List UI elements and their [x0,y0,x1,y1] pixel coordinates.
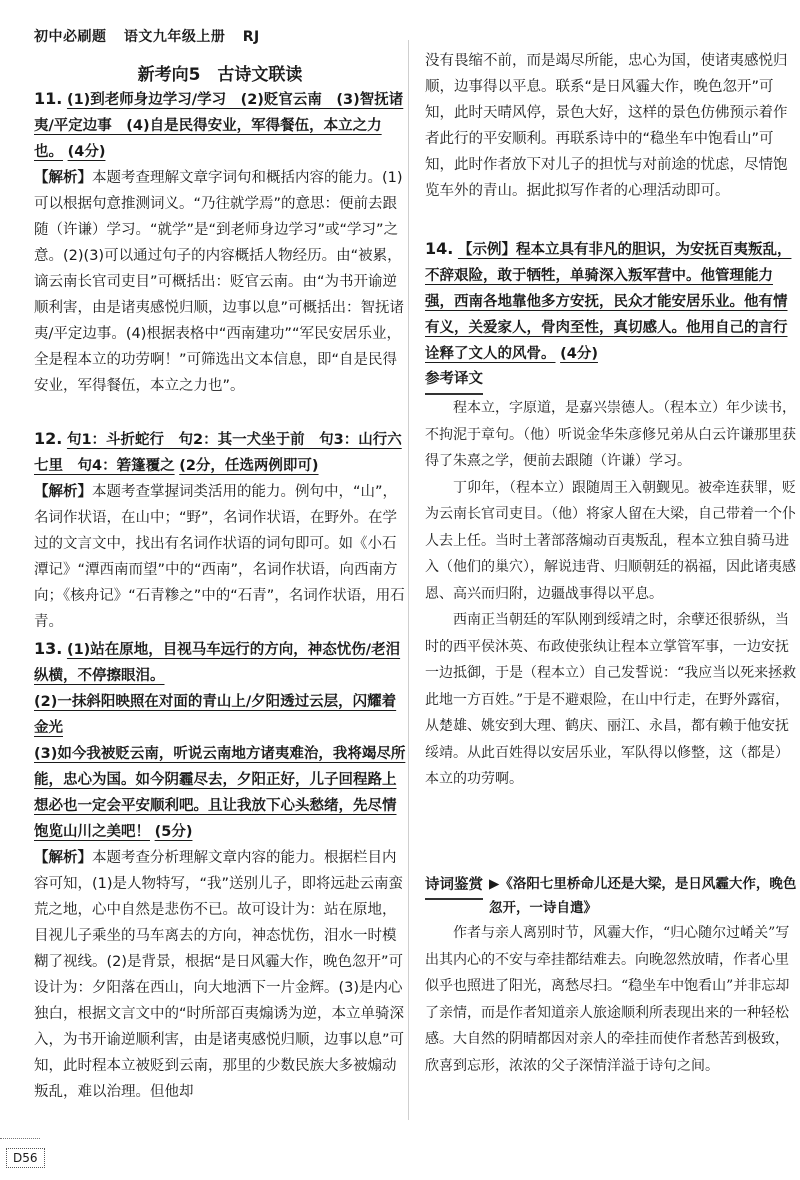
page-header [34,26,272,46]
question-number: 12. [34,429,63,448]
score-label: (2分，任选两例即可) [179,458,319,474]
question-14 [425,236,797,367]
analysis-tag: 【解析】 [34,850,92,866]
answer-part-3: (3)如今我被贬云南，听说云南地方诸夷难治，我将竭尽所能，忠心为国。如今阴霾尽去，夕阳正好，儿子回程路上想必也一定会平安顺利吧。且让我放下心头愁绪，先尽情饱览山川之美吧！ [34,746,406,840]
analysis-tag: 【解析】 [34,484,92,500]
question-13 [34,636,406,1105]
section-title: 新考向5 古诗文联读 [137,65,303,85]
appreciation-text: 作者与亲人离别时节，风霾大作，“归心随尔过崤关”写出其内心的不安与牵挂都结难去。向晚忽然放晴，作者心里似乎也照进了阳光，离愁尽扫。“稳坐车中饱看山”并非忘却了亲情，而是作者知道亲人旅途顺利所表现出来的一种轻松感。大自然的阴晴都因对亲人的牵挂而使作者愁苦到极致，欣喜到忘形，浓浓的父子深情洋溢于诗句之间。 [425,925,790,1074]
subject-name: 语文九年级上册 [123,29,226,45]
brand-name: 初中必刷题 [34,29,107,45]
answer-part-1: (1)站在原地，目视马车远行的方向，神态忧伤/老泪纵横，不停擦眼泪。 [34,642,401,684]
score-label: (4分) [560,346,598,362]
answer-text: 【示例】程本立具有非凡的胆识，为安抚百夷叛乱，不辞艰险，敢于牺牲，单骑深入叛军营中。他管理能力强，西南各地靠他多方安抚，民众才能安居乐业。他有情有义，关爱家人，骨肉至性，真切感人。他用自己的言行诠释了文人的风骨。 [425,242,792,362]
appreciation-heading: 诗词鉴赏 [425,872,483,900]
answer-part-2: (2)一抹斜阳映照在对面的青山上/夕阳透过云层，闪耀着金光 [34,694,397,736]
poem-title: ▶《洛阳七里桥命儿还是大梁，是日风霾大作，晚色忽开，一诗自遣》 [489,876,797,916]
poem-appreciation [425,872,797,1079]
translation-paragraph-2: 丁卯年，（程本立）跟随周王入朝觐见。被牵连获罪，贬为云南长官司吏目。（他）将家人留在大梁，自己带着一个仆人去上任。当时土著部落煽动百夷叛乱，程本立独自骑马进入（他们的巢穴），解说违背、归顺朝廷的祸福，因此诸夷感恩、高兴而归附，边疆战事得以平息。 [425,479,796,602]
reference-translation [425,366,797,793]
translation-paragraph-1: 程本立，字原道，是嘉兴崇德人。（程本立）年少读书，不拘泥于章句。（他）听说金华朱彦修兄弟从白云许谦那里获得了朱熹之学，便前去跟随（许谦）学习。 [425,400,796,469]
analysis-text: 本题考查理解文章字词句和概括内容的能力。(1)可以根据句意推测词义。“乃往就学焉”的意思：便前去跟随（许谦）学习。“就学”是“到老师身边学习”或“学习”之意。(2)(3)可以通过句子的内容概括人物经历。由“被累，谪云南长官司吏目”可概括出：贬官云南。由“为书开谕逆顺利害，由是诸夷感悦归顺，边事以息”可概括出：智抚诸夷/平定边事。(4)根据表格中“西南建功”“军民安居乐业，全是程本立的功劳啊！”可筛选出文本信息，即“自是民得安业，军得餐伍，本立之力也”。 [34,170,405,394]
translation-heading: 参考译文 [425,366,483,395]
question-12 [34,426,406,635]
question-number: 14. [425,239,454,258]
question-number: 13. [34,639,63,658]
analysis-text: 本题考查掌握词类活用的能力。例句中，“山”，名词作状语，在山中；“野”，名词作状语，在野外。在学过的文言文中，找出有名词作状语的词句即可。如《小石潭记》“潭西南而望”中的“西南”，名词作状语，向西南方向；《核舟记》“石青糁之”中的“石青”，名词作状语，用石青。 [34,484,405,630]
corner-dots [0,1138,40,1140]
answer-text: (1)到老师身边学习/学习 (2)贬官云南 (3)智抚诸夷/平定边事 (4)自是民得安业，军得餐伍，本立之力也。 [34,92,404,160]
question-number: 11. [34,89,63,108]
score-label: (4分) [67,144,106,160]
analysis-text: 本题考查分析理解文章内容的能力。根据栏目内容可知，(1)是人物特写，“我”送别儿子，即将远赴云南蛮荒之地，心中自然是悲伤不已。故可设计为：站在原地，目视儿子乘坐的马车离去的方向，神态忧伤，泪水一时模糊了视线。(2)是背景，根据“是日风霾大作，晚色忽开”可设计为：夕阳落在西山，向大地洒下一片金辉。(3)是内心独白，根据文言文中的“时所部百夷煽诱为逆，本立单骑深入，为书开谕逆顺利害，由是诸夷感悦归顺，边事以息”可知，此时程本立被贬到云南，那里的少数民族大多被煽动叛乱，难以治理。但他却 [34,850,405,1100]
analysis-text-continued: 没有畏缩不前，而是竭尽所能，忠心为国，使诸夷感悦归顺，边事得以平息。联系“是日风霾大作，晚色忽开”可知，此时天晴风停，景色大好，这样的景色仿佛预示着作者此行的平安顺利。再联系诗中的“稳坐车中饱看山”可知，此时作者放下对儿子的担忧与对前途的忧虑，尽情饱览车外的青山。据此拟写作者的心理活动即可。 [425,53,788,199]
column-divider [408,40,409,1120]
edition-label: RJ [242,29,260,45]
question-11 [34,86,406,399]
analysis-tag: 【解析】 [34,170,92,186]
score-label: (5分) [154,824,193,840]
translation-paragraph-3: 西南正当朝廷的军队刚到绥靖之时，余孽还很骄纵，当时的西平侯沐英、布政使张纨让程本立掌管军事，一边安抚一边抵御，于是（程本立）自己发誓说：“我应当以死来拯救此地一方百姓。”于是不避艰险，在山中行走，在野外露宿，从楚雄、姚安到大理、鹤庆、丽江、永昌，都有赖于他安抚绥靖。从此百姓得以安居乐业，军队得以修整，这（都是）本立的功劳啊。 [425,612,797,787]
page-number: D56 [6,1148,45,1168]
question-13-continued [425,48,797,204]
answer-text: 句1：斗折蛇行 句2：其一犬坐于前 句3：山行六七里 句4：箬篷覆之 [34,432,402,474]
